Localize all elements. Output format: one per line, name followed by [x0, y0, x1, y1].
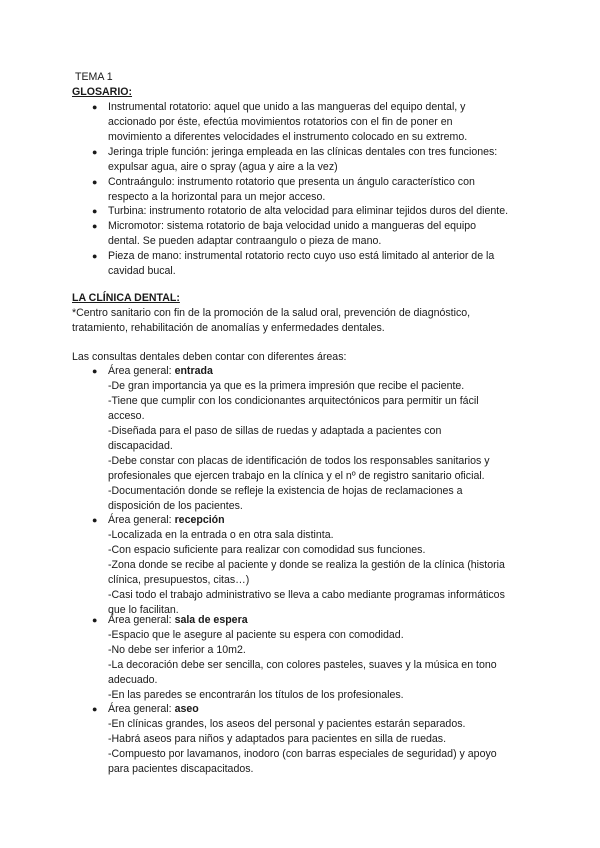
- area-line: -En las paredes se encontrarán los títulos de los profesionales.: [108, 689, 404, 701]
- area-line: para pacientes discapacitados.: [108, 763, 254, 775]
- area-name: entrada: [174, 365, 213, 377]
- area-line: -Con espacio suficiente para realizar con comodidad sus funciones.: [108, 544, 426, 556]
- area-line: -No debe ser inferior a 10m2.: [108, 644, 246, 656]
- bullet-icon: ●: [92, 615, 98, 625]
- glosario-line: Micromotor: sistema rotatorio de baja velocidad unido a mangueras del equipo: [108, 220, 477, 232]
- area-name: aseo: [174, 703, 199, 715]
- area-line: -Habrá aseos para niños y adaptados para pacientes en silla de ruedas.: [108, 733, 447, 745]
- bullet-icon: ●: [92, 147, 98, 157]
- bullet-icon: ●: [92, 704, 98, 714]
- area-line: -Compuesto por lavamanos, inodoro (con barras especiales de seguridad) y apoyo: [108, 748, 497, 760]
- area-name: sala de espera: [174, 614, 248, 626]
- area-line: acceso.: [108, 410, 145, 422]
- bullet-icon: ●: [92, 177, 98, 187]
- glosario-line: Turbina: instrumento rotatorio de alta velocidad para eliminar tejidos duros del diente.: [108, 205, 509, 217]
- area-prefix: Área general:: [108, 514, 175, 526]
- areas-intro: Las consultas dentales deben contar con diferentes áreas:: [72, 351, 347, 363]
- glosario-line: cavidad bucal.: [108, 265, 176, 277]
- glosario-line: respecto a la horizontal para un mejor acceso.: [108, 191, 326, 203]
- area-line: adecuado.: [108, 674, 158, 686]
- area-line: que lo facilitan.: [108, 604, 179, 616]
- bullet-icon: ●: [92, 251, 98, 261]
- area-line: profesionales que ejercen trabajo en la clínica y el nº de registro sanitario oficial.: [108, 470, 485, 482]
- area-line: -Localizada en la entrada o en otra sala distinta.: [108, 529, 334, 541]
- area-line: -Zona donde se recibe al paciente y donde se realiza la gestión de la clínica (historia: [108, 559, 505, 571]
- area-line: -Tiene que cumplir con los condicionantes arquitectónicos para permitir un fácil: [108, 395, 479, 407]
- area-line: discapacidad.: [108, 440, 173, 452]
- clinica-intro-line-2: tratamiento, rehabilitación de anomalías y enfermedades dentales.: [72, 322, 385, 334]
- area-line: -Casi todo el trabajo administrativo se lleva a cabo mediante programas informáticos: [108, 589, 505, 601]
- bullet-icon: ●: [92, 206, 98, 216]
- area-prefix: Área general:: [108, 365, 175, 377]
- clinica-heading: LA CLÍNICA DENTAL:: [72, 292, 180, 304]
- area-heading: [108, 613, 248, 628]
- area-line: -En clínicas grandes, los aseos del personal y pacientes estarán separados.: [108, 718, 466, 730]
- area-prefix: Área general:: [108, 614, 175, 626]
- glosario-line: accionado por éste, efectúa movimientos rotatorios con el fin de poner en: [108, 116, 453, 128]
- bullet-icon: ●: [92, 515, 98, 525]
- area-line: -Diseñada para el paso de sillas de ruedas y adaptada a pacientes con: [108, 425, 442, 437]
- glosario-line: dental. Se pueden adaptar contraangulo o pieza de mano.: [108, 235, 382, 247]
- area-heading: [108, 513, 225, 528]
- area-line: -De gran importancia ya que es la primera impresión que recibe el paciente.: [108, 380, 465, 392]
- bullet-icon: ●: [92, 102, 98, 112]
- clinica-intro-line-1: *Centro sanitario con fin de la promoción de la salud oral, prevención de diagnóstico,: [72, 307, 471, 319]
- area-line: -Espacio que le asegure al paciente su espera con comodidad.: [108, 629, 404, 641]
- area-heading: [108, 702, 199, 717]
- area-name: recepción: [174, 514, 225, 526]
- area-line: -Documentación donde se refleje la existencia de hojas de reclamaciones a: [108, 485, 463, 497]
- glosario-line: Pieza de mano: instrumental rotatorio recto cuyo uso está limitado al anterior de la: [108, 250, 495, 262]
- area-heading: [108, 364, 213, 379]
- bullet-icon: ●: [92, 366, 98, 376]
- glosario-line: Jeringa triple función: jeringa empleada en las clínicas dentales con tres funciones:: [108, 146, 498, 158]
- glosario-line: movimiento a diferentes velocidades el instrumento colocado en su extremo.: [108, 131, 468, 143]
- area-line: disposición de los pacientes.: [108, 500, 243, 512]
- glosario-heading: GLOSARIO:: [72, 86, 133, 98]
- tema-label: TEMA 1: [75, 71, 113, 83]
- area-prefix: Área general:: [108, 703, 175, 715]
- bullet-icon: ●: [92, 221, 98, 231]
- glosario-line: Instrumental rotatorio: aquel que unido a las mangueras del equipo dental, y: [108, 101, 466, 113]
- glosario-line: expulsar agua, aire o spray (agua y aire a la vez): [108, 161, 338, 173]
- area-line: -La decoración debe ser sencilla, con colores pasteles, suaves y la música en tono: [108, 659, 497, 671]
- area-line: -Debe constar con placas de identificación de todos los responsables sanitarios y: [108, 455, 490, 467]
- area-line: clínica, presupuestos, citas…): [108, 574, 250, 586]
- glosario-line: Contraángulo: instrumento rotatorio que presenta un ángulo característico con: [108, 176, 475, 188]
